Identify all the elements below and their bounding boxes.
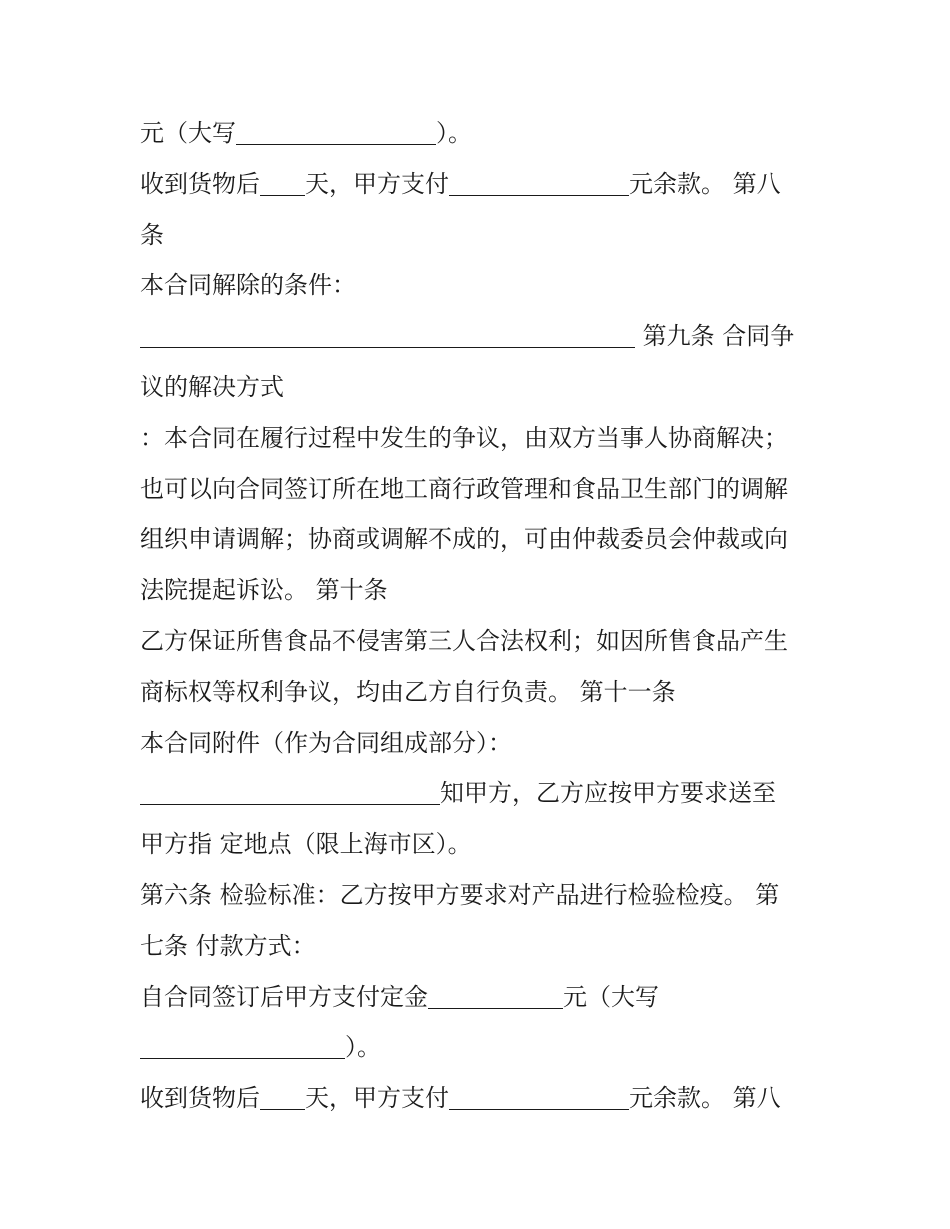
- text-segment: 天，甲方支付: [305, 169, 449, 198]
- text-segment: 自合同签订后甲方支付定金: [140, 982, 428, 1011]
- text-segment: 组织申请调解；协商或调解不成的，可由仲裁委员会仲裁或向: [140, 525, 788, 554]
- text-line: [140, 514, 820, 565]
- text-line: [140, 210, 820, 261]
- contract-text: [140, 108, 820, 1124]
- fill-in-blank: [428, 980, 563, 1009]
- text-line: [140, 972, 820, 1023]
- text-segment: 天，甲方支付: [305, 1084, 449, 1113]
- text-segment: 知甲方，乙方应按甲方要求送至: [440, 779, 776, 808]
- text-line: [140, 768, 820, 819]
- text-line: [140, 667, 820, 718]
- text-line: [140, 159, 820, 210]
- text-segment: ）。: [345, 1033, 381, 1062]
- text-segment: 乙方保证所售食品不侵害第三人合法权利；如因所售食品产生: [140, 626, 788, 655]
- fill-in-blank: [140, 319, 635, 348]
- text-line: [140, 1022, 820, 1073]
- fill-in-blank: [260, 167, 305, 196]
- fill-in-blank: [449, 167, 629, 196]
- text-line: [140, 870, 820, 921]
- fill-in-blank: [140, 776, 440, 805]
- text-segment: 条: [140, 220, 164, 249]
- text-segment: 收到货物后: [140, 1084, 260, 1113]
- text-segment: 甲方指 定地点（限上海市区）。: [140, 830, 472, 859]
- text-line: [140, 921, 820, 972]
- text-segment: 本合同附件（作为合同组成部分）：: [140, 728, 512, 757]
- text-segment: 元（大写: [563, 982, 659, 1011]
- text-segment: 法院提起诉讼。 第十条: [140, 576, 388, 605]
- text-segment: 第六条 检验标准：乙方按甲方要求对产品进行检验检疫。 第: [140, 880, 780, 909]
- text-line: [140, 565, 820, 616]
- text-segment: 元余款。 第八: [629, 169, 781, 198]
- text-line: [140, 260, 820, 311]
- text-line: [140, 819, 820, 870]
- text-segment: 七条 付款方式：: [140, 931, 316, 960]
- text-line: [140, 464, 820, 515]
- text-segment: 收到货物后: [140, 169, 260, 198]
- text-segment: 元余款。 第八: [629, 1084, 781, 1113]
- text-segment: 商标权等权利争议，均由乙方自行负责。 第十一条: [140, 677, 676, 706]
- text-segment: 本合同解除的条件：: [140, 271, 356, 300]
- fill-in-blank: [140, 1030, 345, 1059]
- fill-in-blank: [236, 116, 436, 145]
- text-line: [140, 108, 820, 159]
- text-segment: 也可以向合同签订所在地工商行政管理和食品卫生部门的调解: [140, 474, 788, 503]
- text-line: [140, 413, 820, 464]
- text-line: [140, 616, 820, 667]
- text-segment: 议的解决方式: [140, 372, 284, 401]
- text-segment: ）。: [436, 119, 472, 147]
- text-segment: 第九条 合同争: [635, 322, 795, 351]
- fill-in-blank: [260, 1081, 305, 1110]
- text-line: [140, 362, 820, 413]
- text-line: [140, 311, 820, 362]
- text-segment: ：本合同在履行过程中发生的争议，由双方当事人协商解决；: [140, 423, 788, 452]
- text-line: [140, 1073, 820, 1124]
- text-segment: 元（大写: [140, 119, 236, 147]
- text-line: [140, 718, 820, 769]
- fill-in-blank: [449, 1081, 629, 1110]
